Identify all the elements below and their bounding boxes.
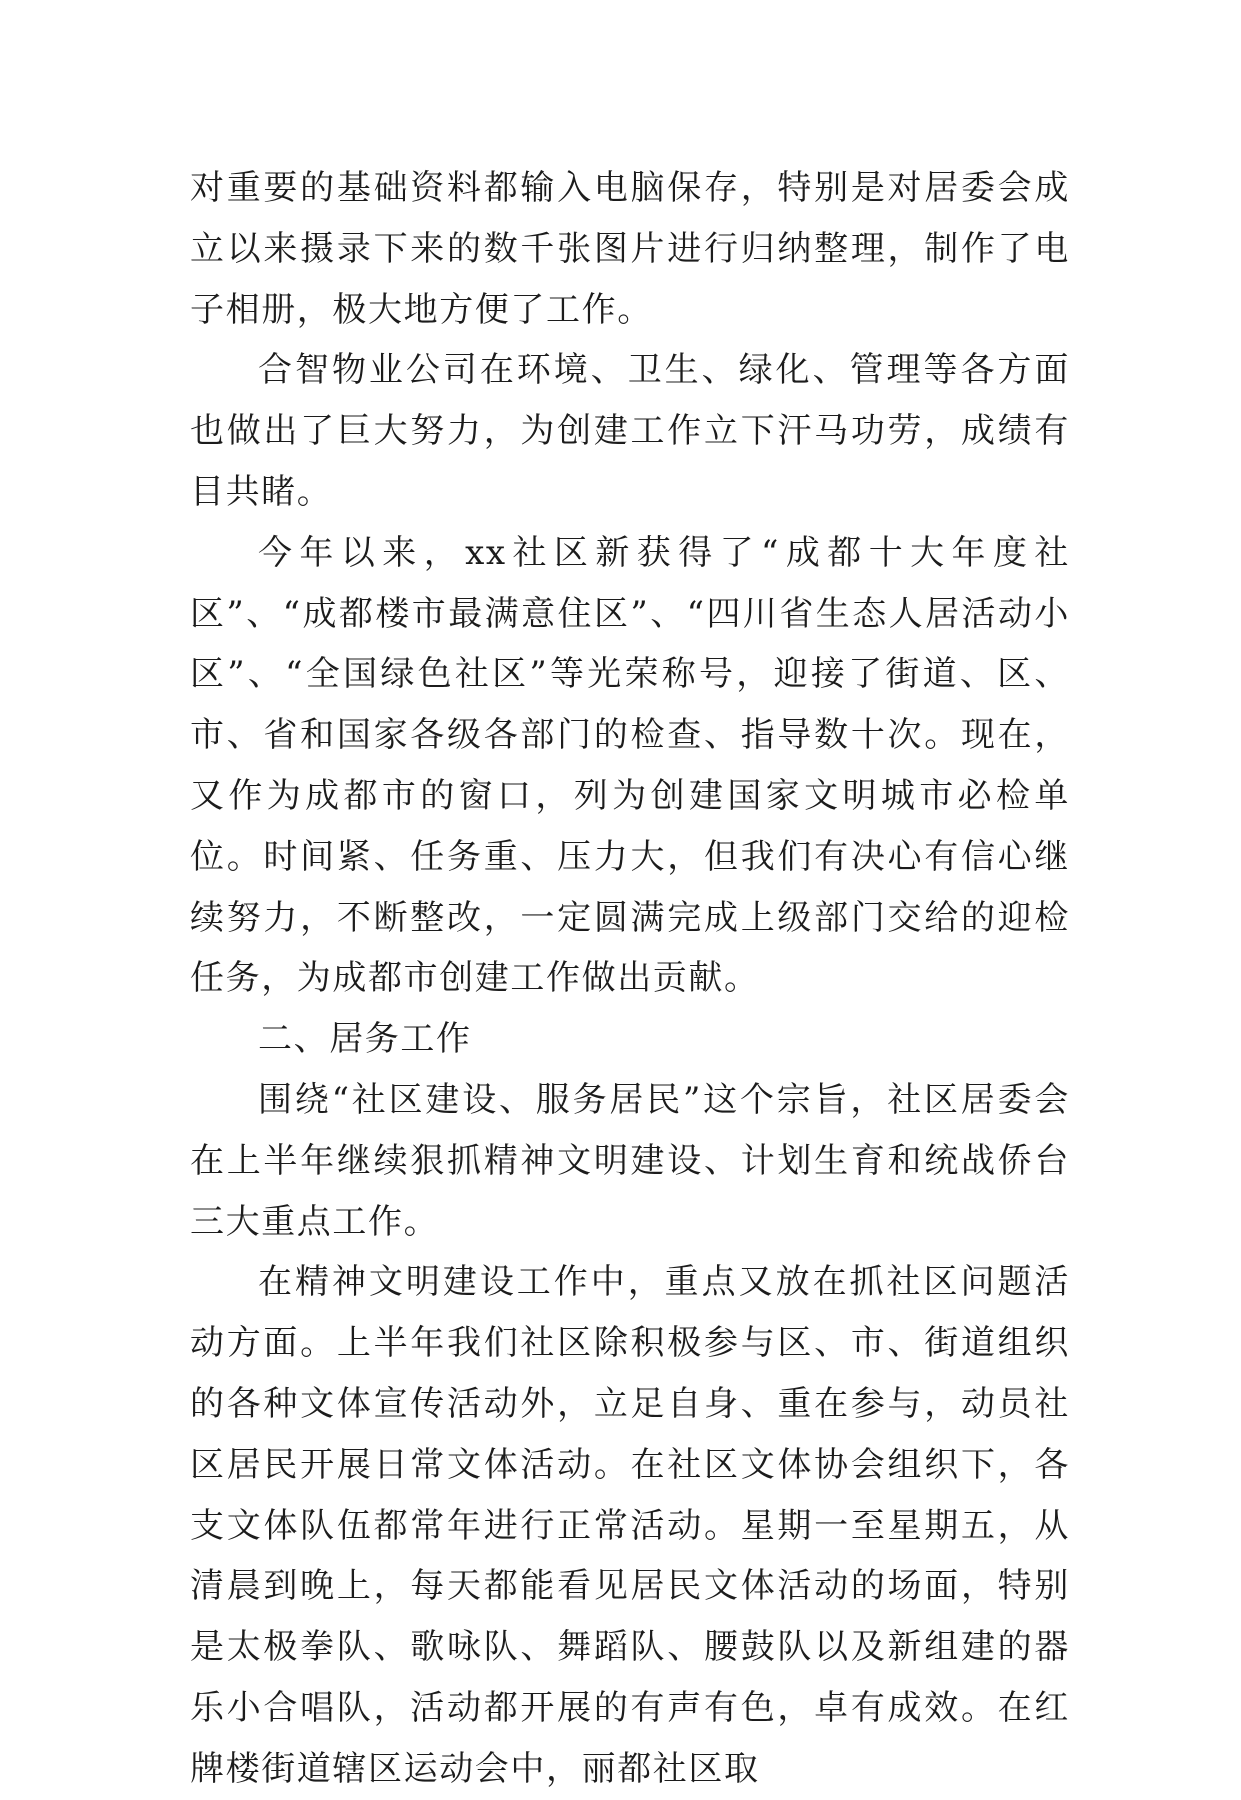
document-body: [190, 158, 1070, 1800]
paragraph-continuation: 对重要的基础资料都输入电脑保存，特别是对居委会成立以来摄录下来的数千张图片进行归纳整理，制作了电子相册，极大地方便了工作。: [190, 168, 1070, 330]
paragraph-cultural-activities: 在精神文明建设工作中，重点又放在抓社区问题活动方面。上半年我们社区除积极参与区、市、街道组织的各种文体宣传活动外，立足自身、重在参与，动员社区居民开展日常文体活动。在社区文体协会组织下，各支文体队伍都常年进行正常活动。星期一至星期五，从清晨到晚上，每天都能看见居民文体活动的场面，特别是太极拳队、歌咏队、舞蹈队、腰鼓队以及新组建的器乐小合唱队，活动都开展的有声有色，卓有成效。在红牌楼街道辖区运动会中，丽都社区取: [190, 1262, 1070, 1789]
paragraph-property-company: 合智物业公司在环境、卫生、绿化、管理等各方面也做出了巨大努力，为创建工作立下汗马功劳，成绩有目共睹。: [190, 350, 1070, 512]
section-heading-resident-affairs: 二、居务工作: [258, 1019, 472, 1060]
paragraph-honors: 今年以来，xx社区新获得了“成都十大年度社区”、“成都楼市最满意住区”、“四川省生态人居活动小区”、“全国绿色社区”等光荣称号，迎接了街道、区、市、省和国家各级各部门的检查、指导数十次。现在，又作为成都市的窗口，列为创建国家文明城市必检单位。时间紧、任务重、压力大，但我们有决心有信心继续努力，不断整改，一定圆满完成上级部门交给的迎检任务，为成都市创建工作做出贡献。: [190, 532, 1070, 999]
paragraph-key-work: 围绕“社区建设、服务居民”这个宗旨，社区居委会在上半年继续狠抓精神文明建设、计划生育和统战侨台三大重点工作。: [190, 1079, 1070, 1242]
